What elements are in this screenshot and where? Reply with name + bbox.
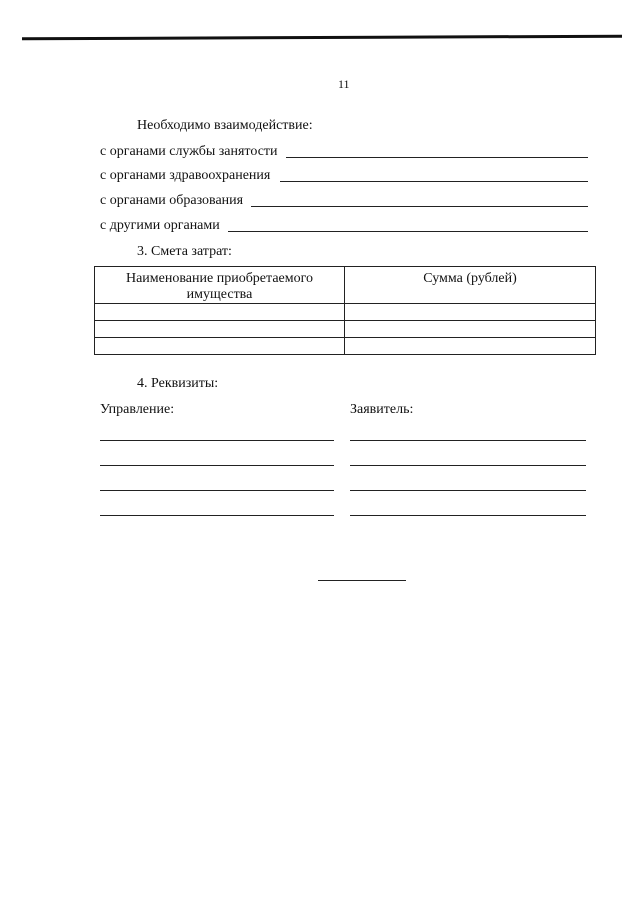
interaction-heading: Необходимо взаимодействие: [137,118,313,133]
top-rule [22,35,622,41]
table-row [95,338,596,355]
estimate-heading: 3. Смета затрат: [137,244,232,259]
requisites-right-label: Заявитель: [350,402,414,417]
requisites-heading: 4. Реквизиты: [137,376,219,391]
column-header-amount: Сумма (рублей) [345,267,596,304]
requisites-right-line-3[interactable] [350,490,586,491]
cost-estimate-table [94,266,596,355]
table-cell-item-name[interactable] [95,338,345,355]
interaction-row-employment-label: с органами службы занятости [100,144,278,159]
interaction-row-employment-field[interactable] [286,157,588,158]
interaction-row-health-label: с органами здравоохранения [100,168,271,183]
table-row [95,304,596,321]
table-cell-amount[interactable] [345,321,596,338]
requisites-right-line-4[interactable] [350,515,586,516]
table-row [95,321,596,338]
requisites-left-line-2[interactable] [100,465,334,466]
table-cell-amount[interactable] [345,304,596,321]
interaction-row-health-field[interactable] [280,181,588,182]
requisites-left-line-3[interactable] [100,490,334,491]
interaction-row-other-field[interactable] [228,231,588,232]
table-cell-item-name[interactable] [95,321,345,338]
table-cell-amount[interactable] [345,338,596,355]
requisites-left-label: Управление: [100,402,175,417]
requisites-left-line-1[interactable] [100,440,334,441]
requisites-left-line-4[interactable] [100,515,334,516]
requisites-right-line-1[interactable] [350,440,586,441]
table-header-row [95,267,596,304]
requisites-right-line-2[interactable] [350,465,586,466]
end-of-document-rule [318,580,406,581]
page-number: 11 [338,77,350,91]
interaction-row-other-label: с другими органами [100,218,220,233]
interaction-row-education-field[interactable] [251,206,588,207]
column-header-item-name: Наименование приобретаемого имущества [95,267,345,304]
table-cell-item-name[interactable] [95,304,345,321]
interaction-row-education-label: с органами образования [100,193,244,208]
